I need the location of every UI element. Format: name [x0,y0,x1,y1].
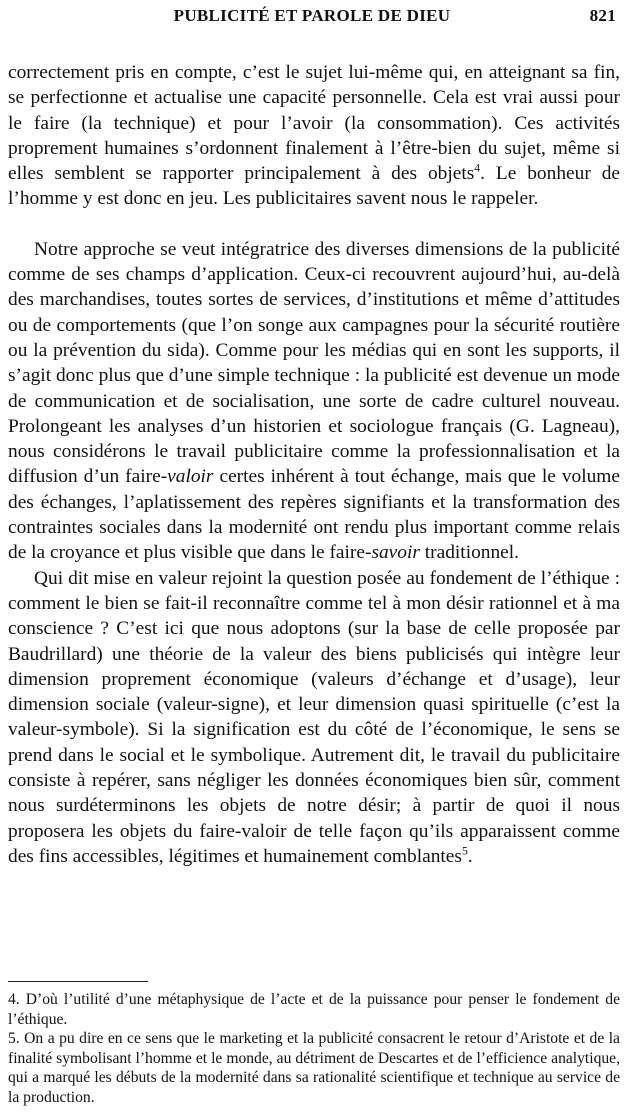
paragraph-3-text-b: . [467,845,473,867]
paragraph-2-emphasis-valoir: valoir [167,466,214,488]
footnote-5-number: 5. [8,1030,20,1047]
paragraph-3 [8,566,620,870]
running-title: PUBLICITÉ ET PAROLE DE DIEU [173,6,451,25]
footnote-separator [8,981,148,982]
footnote-5-text: On a pu dire en ce sens que le marketing et la publicité consacrent le retour d’Aristote et de la finalité symbolisant l’homme et le monde, au détriment de Descartes et de l’efficience analytique, qui a marqué les débuts de la modernité dans sa rationalité scientifique et technique au service de la production. [8,1030,620,1106]
paragraph-2-text-a: Notre approche se veut intégratrice des diverses dimensions de la publicité comme de ses champs d’application. Ceux-ci recouvrent aujourd’hui, au-delà des marchandises, toutes sortes de services, d’institutions et même d’attitudes ou de comportements (que l’on songe aux campagnes pour la sécurité routière ou la prévention du sida). Comme pour les médias qui en sont les supports, il s’agit donc plus que d’une simple technique : la publicité est devenue un mode de communication et de socialisation, une sorte de cadre culturel nouveau. Prolongeant les analyses d’un historien et sociologue français (G. Lagneau), nous considérons le travail publicitaire comme la professionnalisation et la diffusion d’un faire- [8,238,620,488]
footnotes [8,990,620,1107]
footnote-4-text: D’où l’utilité d’une métaphysique de l’acte et de la puissance pour penser le fondement de l’éthique. [8,991,620,1028]
paragraph-1 [8,60,620,212]
paragraph-3-text-a: Qui dit mise en valeur rejoint la question posée au fondement de l’éthique : comment le bien se fait-il reconnaître comme tel à mon désir rationnel et à ma conscience ? C’est ici que nous adoptons (sur la base de celle proposée par Baudrillard) une théorie de la valeur des biens publicisés qui intègre leur dimension proprement économique (valeurs d’échange et d’usage), leur dimension sociale (valeur-signe), et leur dimension quasi spirituelle (c’est la valeur-symbole). Si la signification est du côté de l’économique, le sens se prend dans le social et le symbolique. Autrement dit, le travail du publicitaire consiste à repérer, sans négliger les données économiques bien sûr, comment nous surdéterminons les objets de notre désir; à partir de quoi il nous proposera les objets du faire-valoir de telle façon qu’ils apparaissent comme des fins accessibles, légitimes et humainement comblantes [8,567,620,867]
page-header [8,6,616,32]
paragraph-2-text-c: traditionnel. [419,542,520,564]
paragraph-1-text-a: correctement pris en compte, c’est le sujet lui-même qui, en atteignant sa fin, se perfectionne et actualise une capacité personnelle. Cela est vrai aussi pour le faire (la technique) et pour l’avoir (la consommation). Ces activités proprement humaines s’ordonnent finalement à l’être-bien du sujet, même si elles semblent se rapporter principalement à des objets [8,62,620,185]
footnote-4-number: 4. [8,991,20,1008]
paragraph-2-emphasis-savoir: savoir [371,542,420,564]
paragraph-2-text-b: certes inhérent à tout échange, mais que le volume des échanges, l’aplatissement des repères signifiants et la transformation des contraintes sociales dans la modernité ont rendu plus important comme relais de la croyance et plus visible que dans le faire- [8,466,620,564]
footnote-5 [8,1029,620,1107]
paragraph-2 [8,237,620,566]
footnote-ref-5: 5 [461,844,468,858]
paragraph-1-text-b: . Le bonheur de l’homme y est donc en jeu. Les publicitaires savent nous le rappeler. [8,163,620,210]
footnote-ref-4: 4 [474,161,481,175]
page-number: 821 [589,6,616,25]
body-text [8,60,620,869]
footnote-4 [8,990,620,1029]
